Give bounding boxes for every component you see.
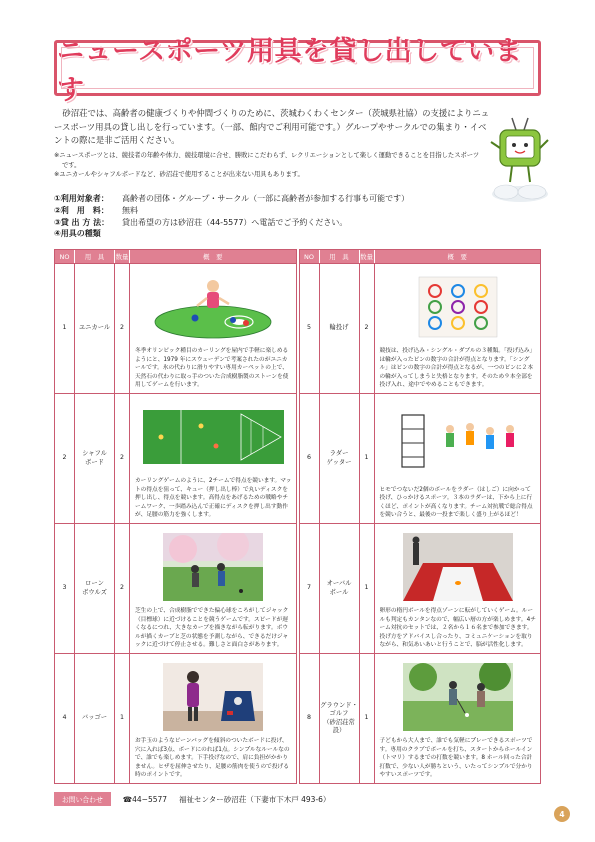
fee-value: 無料 [122, 205, 138, 215]
table-header [300, 250, 541, 263]
header-qty: 数量 [360, 250, 375, 263]
target-value: 高齢者の団体・グループ・サークル（一部に高齢者が参加する行事も可能です） [122, 194, 410, 203]
row-description: 子どもから大人まで、誰でも気軽にプレーできるスポーツです。専用のクラブでボールを打ち、スタートからホールイン（トマリ）するまでの打数を競います。8 ホール回った合計打数で、少ない人が勝ちという、いたってシンプルで分かりやすいスポーツです。 [379, 738, 533, 779]
row-qty: 1 [360, 394, 375, 523]
row-no: 3 [55, 524, 75, 653]
baggo-photo [135, 657, 292, 737]
row-description: 競技は、投げ込み・シングル・ダブルの３種類。「投げ込み」は輪が入ったピンの数字の合計が得点となります。「シングル」はピンの数字の合計が得点となるが、一つのピンに２本の輪が入ってしまうと失格となります。そのため９本全部を投げ入れ、途中でやめることもできます。 [379, 348, 536, 389]
row-name: ユニカール [75, 264, 115, 393]
note-item: ※ニュースポーツとは、競技者の年齢や体力、競技環境に合せ、勝敗にこだわらず、レクリエーションとして楽しく運動できることを目指したスポーツです。 [54, 152, 480, 169]
table-header [55, 250, 296, 263]
row-description: ヒモでつないだ2個のボールをラダー（はしご）に向かって投げ、ひっかけるスポーツ。３本のラダーは、下から上に行くほど、ポイントが高くなります。チーム対抗戦で総合得点を競い合うと、最後の一投まで楽しく盛り上がるほど！ [379, 486, 533, 519]
contact-address: 福祉センター砂沼荘（下妻市下木戸 493-6） [179, 794, 331, 804]
equipment-table [54, 249, 541, 784]
target-label: ①利用対象者： [54, 194, 109, 203]
header-no: NO [55, 250, 75, 263]
row-name: グラウンド・ ゴルフ （砂沼荘常設） [320, 654, 360, 783]
row-no: 5 [300, 264, 320, 393]
intro-text: 砂沼荘では、高齢者の健康づくりや仲間づくりのために、茨城わくわくセンター（茨城県社協）の支援によりニュースポーツ用具の貸し出しを行っています。（一部、館内でご利用可能です。）グループやサークルでの集まり・イベントの際に是非ご活用ください。 [54, 108, 490, 145]
row-description: 冬季オリンピック種目のカーリングを屋内で手軽に楽しめるようにと、1979 年にスウェーデンで考案されたのがユニカールです。氷の代わりに滑りやすい専用カーペットの上で、天然石の代わりに取っ手のついた合成樹脂製のストーンを使用してゲームを行います。 [135, 348, 289, 389]
row-overview [130, 654, 296, 783]
contact-label: お問い合わせ [54, 792, 111, 806]
info-section [54, 193, 534, 240]
table-row [300, 653, 541, 783]
row-overview [375, 654, 541, 783]
footer [54, 792, 541, 806]
table-row [55, 653, 296, 783]
page-number: 4 [554, 806, 570, 822]
row-description: お手玉のようなビーンバッグを傾斜のついたボードに投げ、穴に入れば3点、ボードにのれば1点。シンプルなルールなので、誰でも楽しめます。下手投げなので、肩に負担がかかりません。ヒザを屈伸させたり、足腰の筋肉を使うので投げる時のポイントです。 [135, 738, 290, 779]
title-banner [54, 36, 541, 106]
note-item: ※ユニカールやシャフルボードなど、砂沼荘で使用することが出来ない用具もあります。 [54, 171, 304, 179]
row-overview [130, 264, 296, 393]
method-value: 貸出希望の方は砂沼荘（44-5577）へ電話でご予約ください。 [122, 217, 348, 227]
row-overview [130, 394, 296, 523]
row-description: カーリングゲームのように、2チームで得点を競います。マットの得点を狙って、キュー（押し出し棒）で丸いディスクを押し出し、得点を競います。高得点をあげるための戦略やチームワーク、一歩踏み込んで正確にディスクを押し出す動作が、足腰の筋力を強くします。 [135, 478, 292, 519]
info-target [54, 193, 534, 205]
row-overview [130, 524, 296, 653]
method-label: ③貸 出 方 法： [54, 217, 110, 227]
row-name: 輪投げ [320, 264, 360, 393]
notes [54, 151, 484, 180]
table-row [55, 393, 296, 523]
row-no: 2 [55, 394, 75, 523]
contact-phone: ☎44−5577 [122, 794, 168, 804]
table-left-column [54, 249, 297, 784]
table-row [300, 523, 541, 653]
fee-label: ②利 用 料： [54, 205, 109, 215]
info-method [54, 217, 534, 229]
row-overview [375, 264, 541, 393]
row-no: 4 [55, 654, 75, 783]
table-row [300, 393, 541, 523]
info-types [54, 228, 534, 240]
row-qty: 1 [360, 524, 375, 653]
row-name: シャフル ボード [75, 394, 115, 523]
ladder-getter-illustration [380, 397, 537, 486]
mascot-illustration [488, 108, 552, 204]
row-qty: 2 [115, 524, 130, 653]
ring-toss-illustration [380, 267, 537, 347]
row-name: オーバル ボール [320, 524, 360, 653]
row-name: バッゴー [75, 654, 115, 783]
shuffleboard-illustration [135, 397, 292, 477]
page-title: ニュースポーツ用具を貸し出しています [57, 36, 523, 106]
row-no: 7 [300, 524, 320, 653]
table-row [55, 523, 296, 653]
header-qty: 数量 [115, 250, 130, 263]
ground-golf-photo [380, 657, 537, 737]
row-qty: 1 [360, 654, 375, 783]
row-no: 1 [55, 264, 75, 393]
row-no: 6 [300, 394, 320, 523]
oval-ball-photo [380, 527, 537, 607]
row-name: ラダー ゲッター [320, 394, 360, 523]
row-qty: 2 [115, 264, 130, 393]
unicurl-illustration [135, 267, 292, 347]
header-overview: 概 要 [447, 253, 467, 261]
header-no: NO [300, 250, 320, 263]
info-fee [54, 205, 534, 217]
table-row [300, 263, 541, 393]
row-no: 8 [300, 654, 320, 783]
row-qty: 2 [360, 264, 375, 393]
row-overview [375, 524, 541, 653]
row-qty: 2 [115, 394, 130, 523]
header-name: 用 具 [320, 250, 360, 263]
row-qty: 1 [115, 654, 130, 783]
header-name: 用 具 [75, 250, 115, 263]
types-label: ④用具の種類 [54, 229, 101, 239]
intro-paragraph [54, 107, 494, 148]
row-description: 芝生の上で、合成樹脂でできた偏心球をころがしてジャック（目標球）に近づけることを競うゲームです。スピードが遅くなるにつれ、大きなカーブを描きながら転がります。ボウルが描くカーブと芝の状態を予測しながら、できるだけジャックに近づけて停止させる。難しさと面白さがあります。 [135, 608, 289, 649]
row-overview [375, 394, 541, 523]
row-name: ローン ボウルズ [75, 524, 115, 653]
table-right-column [299, 249, 542, 784]
lawn-bowls-photo [135, 527, 292, 607]
row-description: 卵形の楕円ボールを得点ゾーンに転がしていくゲーム。ルールも判定もカンタンなので、幅広い層の方が楽しめます。4チーム対抗のセットでは、２名から１６名まで参加できます。投げ方をアドバイスし合ったり、コミュニケーションを取りながら、和気あいあいと行うことで、脳が活性化します。 [379, 608, 536, 649]
header-overview: 概 要 [203, 253, 223, 261]
table-row [55, 263, 296, 393]
